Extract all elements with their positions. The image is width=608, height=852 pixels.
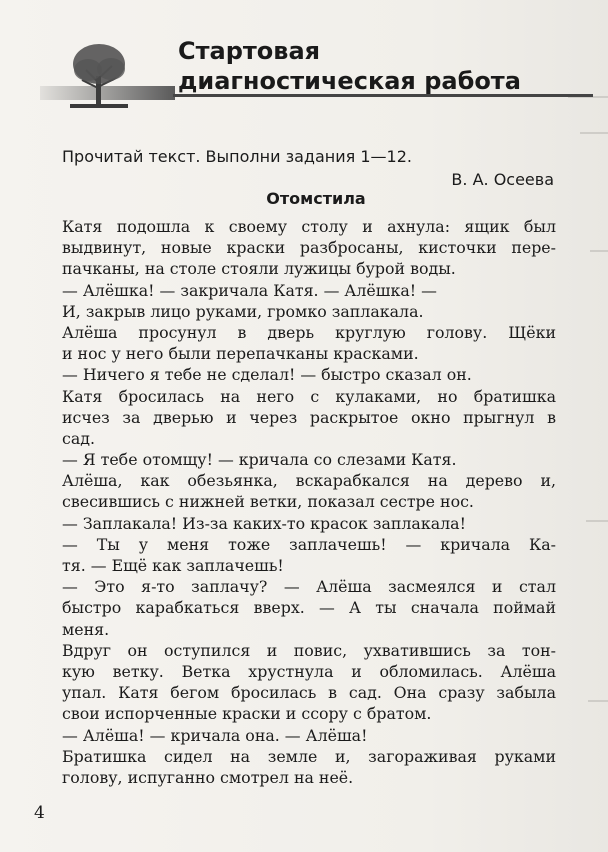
text-line: Алёша, как обезьянка, вскарабкался на дерево и, [62, 471, 556, 491]
text-line: выдвинут, новые краски разбросаны, кисточки пере- [62, 238, 556, 258]
text-line: Братишка сидел на земле и, загораживая руками [62, 746, 556, 766]
page-number: 4 [34, 803, 45, 823]
story-text [62, 216, 556, 788]
text-line: — Заплакала! Из-за каких-то красок заплакала! [62, 513, 466, 533]
text-line: — Это я-то заплачу? — Алёша засмеялся и стал [62, 577, 556, 597]
text-line: И, закрыв лицо руками, громко заплакала. [62, 301, 424, 321]
text-line: и нос у него были перепачканы красками. [62, 344, 419, 364]
text-line: сад. [62, 428, 96, 448]
text-line: тя. — Ещё как заплачешь! [62, 556, 284, 575]
text-line: голову, испуганно смотрел на неё. [62, 767, 354, 787]
text-line: — Алёшка! — закричала Катя. — Алёшка! — [62, 280, 437, 300]
text-line: — Алёша! — кричала она. — Алёша! [62, 725, 368, 745]
page-title [178, 36, 521, 96]
text-line: — Ты у меня тоже заплачешь! — кричала Ка- [62, 534, 556, 554]
section-header [38, 28, 578, 108]
text-line: Вдруг он оступился и повис, ухватившись за тон- [62, 640, 556, 660]
bleed-through-mark [580, 132, 608, 134]
tree-icon [64, 42, 134, 112]
text-line: кую ветку. Ветка хрустнула и обломилась. Алёша [62, 661, 556, 681]
task-instruction: Прочитай текст. Выполни задания 1—12. [62, 147, 412, 166]
bleed-through-mark [588, 700, 608, 702]
title-line-2: диагностическая работа [178, 67, 521, 95]
text-line: меня. [62, 619, 110, 639]
bleed-through-mark [586, 520, 608, 522]
author-name: В. А. Осеева [451, 170, 554, 189]
text-line: — Я тебе отомщу! — кричала со слезами Катя. [62, 450, 457, 470]
text-line: свои испорченные краски и ссору с братом. [62, 704, 432, 724]
bleed-through-mark [590, 250, 608, 252]
text-line: исчез за дверью и через раскрытое окно прыгнул в [62, 407, 556, 427]
text-line: свесившись с нижней ветки, показал сестре нос. [62, 492, 474, 512]
title-line-1: Стартовая [178, 37, 321, 65]
text-line: пачканы, на столе стояли лужицы бурой воды. [62, 259, 456, 279]
story-title: Отомстила [266, 189, 366, 208]
text-line: — Ничего я тебе не сделал! — быстро сказал он. [62, 365, 472, 385]
text-line: Катя подошла к своему столу и ахнула: ящик был [62, 217, 556, 236]
text-line: Катя бросилась на него с кулаками, но братишка [62, 386, 556, 406]
text-line: Алёша просунул в дверь круглую голову. Щёки [62, 322, 556, 342]
text-line: быстро карабкаться вверх. — А ты сначала поймай [62, 598, 556, 618]
text-line: упал. Катя бегом бросилась в сад. Она сразу забыла [62, 683, 556, 703]
